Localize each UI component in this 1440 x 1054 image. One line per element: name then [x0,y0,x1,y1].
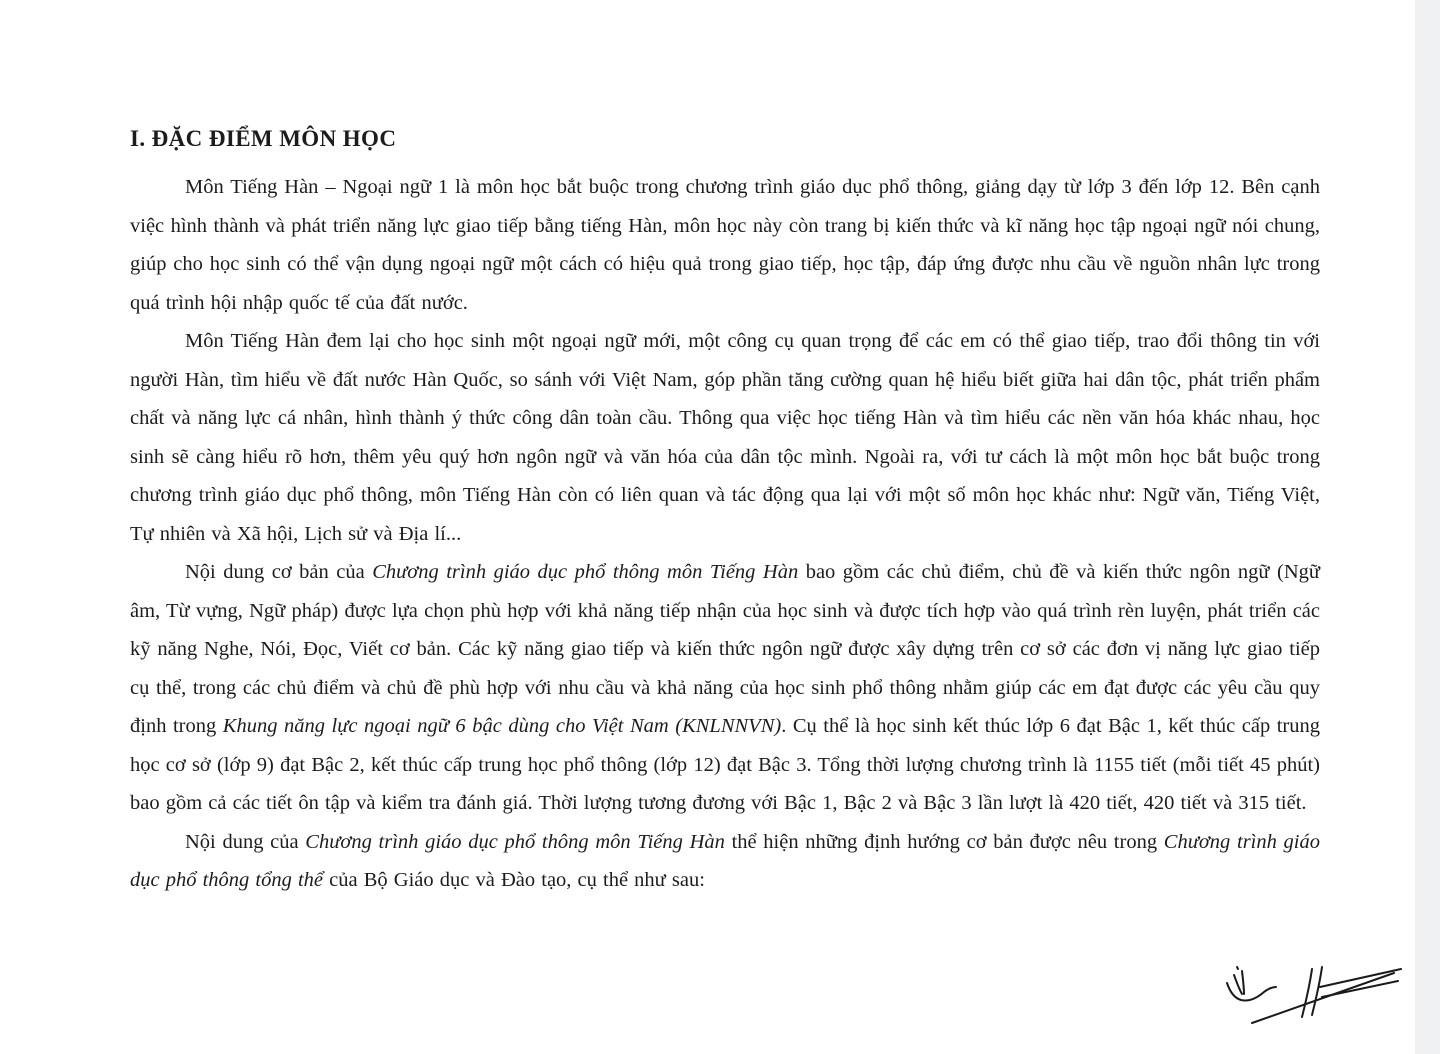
document-page [130,126,1320,900]
text-run-italic: Khung năng lực ngoại ngữ 6 bậc dùng cho Việt Nam (KNLNNVN) [222,715,782,737]
text-run: của Bộ Giáo dục và Đào tạo, cụ thể như sau: [323,869,705,891]
scan-page-edge [1415,0,1440,1054]
text-run-italic: Chương trình giáo dục phổ thông môn Tiếng Hàn [372,561,799,583]
text-run: Môn Tiếng Hàn đem lại cho học sinh một ngoại ngữ mới, một công cụ quan trọng để các em có thể giao tiếp, trao đổi thông tin với người Hàn, tìm hiểu về đất nước Hàn Quốc, so sánh với Việt Nam, góp phần tăng cường quan hệ hiểu biết giữa hai dân tộc, phát triển phẩm chất và năng lực cá nhân, hình thành ý thức công dân toàn cầu. Thông qua việc học tiếng Hàn và tìm hiểu các nền văn hóa khác nhau, học sinh sẽ càng hiểu rõ hơn, thêm yêu quý hơn ngôn ngữ và văn hóa của dân tộc mình. Ngoài ra, với tư cách là một môn học bắt buộc trong chương trình giáo dục phổ thông, môn Tiếng Hàn còn có liên quan và tác động qua lại với một số môn học khác như: Ngữ văn, Tiếng Việt, Tự nhiên và Xã hội, Lịch sử và Địa lí... [130,330,1320,545]
paragraph [130,823,1320,900]
text-run-italic: Chương trình giáo dục phổ thông môn Tiếng Hàn [305,830,725,853]
text-run: . Cụ thể là học sinh kết thúc lớp 6 đạt Bậc 1, kết thúc cấp trung học cơ sở (lớp 9) đạt Bậc 2, kết thúc cấp trung học phổ thông (lớp 12) đạt Bậc 3. Tổng thời lượng chương trình là 1155 tiết (mỗi tiết 45 phút) bao gồm cả các tiết ôn tập và kiểm tra đánh giá. Thời lượng tương đương với Bậc 1, Bậc 2 và Bậc 3 lần lượt là 420 tiết, 420 tiết và 315 tiết. [130,715,1321,814]
text-run: Môn Tiếng Hàn – Ngoại ngữ 1 là môn học bắt buộc trong chương trình giáo dục phổ thông, giảng dạy từ lớp 3 đến lớp 12. Bên cạnh việc hình thành và phát triển năng lực giao tiếp bằng tiếng Hàn, môn học này còn trang bị kiến thức và kĩ năng học tập ngoại ngữ nói chung, giúp cho học sinh có thể vận dụng ngoại ngữ một cách có hiệu quả trong giao tiếp, học tập, đáp ứng được nhu cầu về nguồn nhân lực trong quá trình hội nhập quốc tế của đất nước. [130,176,1320,314]
paragraph [130,553,1320,823]
handwritten-signature [1208,960,1408,1028]
text-run: Nội dung của [185,830,306,853]
text-run-italic: Chương trình giáo dục phổ thông tổng thể [130,830,1321,891]
paragraph [130,168,1320,322]
section-heading: I. ĐẶC ĐIỂM MÔN HỌC [130,126,397,151]
signature-ink-icon [1208,960,1408,1028]
text-run: Nội dung cơ bản của [185,561,373,583]
paragraph [130,322,1320,553]
document-paragraphs [130,168,1320,900]
text-run: thể hiện những định hướng cơ bản được nêu trong [724,830,1164,853]
text-run: bao gồm các chủ điểm, chủ đề và kiến thức ngôn ngữ (Ngữ âm, Từ vựng, Ngữ pháp) được lựa chọn phù hợp với khả năng tiếp nhận của học sinh và được tích hợp vào quá trình rèn luyện, phát triển các kỹ năng Nghe, Nói, Đọc, Viết cơ bản. Các kỹ năng giao tiếp và kiến thức ngôn ngữ được xây dựng trên cơ sở các đơn vị năng lực giao tiếp cụ thể, trong các chủ điểm và chủ đề phù hợp với nhu cầu và khả năng của học sinh phổ thông nhằm giúp các em đạt được các yêu cầu quy định trong [130,561,1321,737]
